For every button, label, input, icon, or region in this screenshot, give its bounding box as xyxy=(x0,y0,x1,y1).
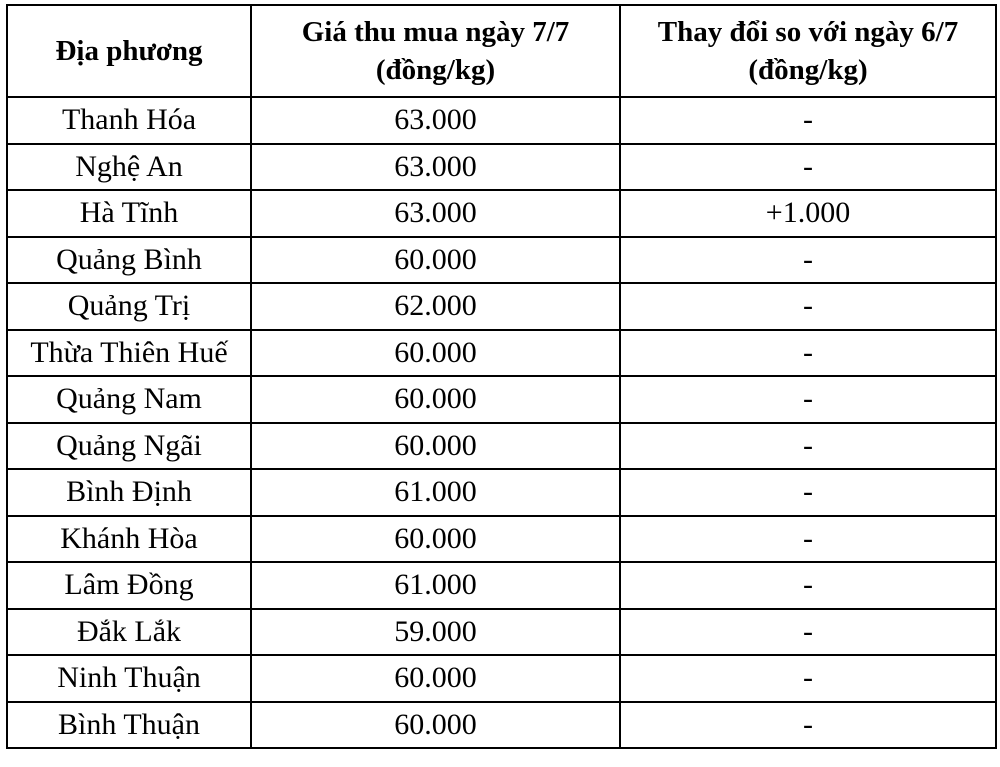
change-cell: - xyxy=(620,702,996,749)
locality-cell: Quảng Ngãi xyxy=(7,423,251,470)
change-cell: - xyxy=(620,516,996,563)
price-cell: 60.000 xyxy=(251,423,620,470)
table-row xyxy=(7,237,996,284)
table-row xyxy=(7,702,996,749)
header-price xyxy=(251,5,620,97)
locality-cell: Thừa Thiên Huế xyxy=(7,330,251,377)
locality-cell: Khánh Hòa xyxy=(7,516,251,563)
header-price-unit: (đồng/kg) xyxy=(375,54,496,86)
header-price-label: Giá thu mua ngày 7/7 xyxy=(301,16,570,48)
change-cell: - xyxy=(620,562,996,609)
price-cell: 61.000 xyxy=(251,562,620,609)
table-row xyxy=(7,562,996,609)
change-cell: - xyxy=(620,609,996,656)
change-cell: +1.000 xyxy=(620,190,996,237)
price-cell: 63.000 xyxy=(251,190,620,237)
change-cell: - xyxy=(620,144,996,191)
price-cell: 62.000 xyxy=(251,283,620,330)
price-cell: 60.000 xyxy=(251,655,620,702)
price-cell: 60.000 xyxy=(251,516,620,563)
header-change xyxy=(620,5,996,97)
price-cell: 60.000 xyxy=(251,376,620,423)
price-cell: 63.000 xyxy=(251,97,620,144)
table-row xyxy=(7,283,996,330)
price-cell: 63.000 xyxy=(251,144,620,191)
change-cell: - xyxy=(620,237,996,284)
table-row xyxy=(7,97,996,144)
header-change-label: Thay đổi so với ngày 6/7 xyxy=(657,16,959,48)
change-cell: - xyxy=(620,97,996,144)
table-row xyxy=(7,655,996,702)
table-row xyxy=(7,376,996,423)
price-cell: 60.000 xyxy=(251,702,620,749)
header-change-unit: (đồng/kg) xyxy=(748,54,868,86)
table-row xyxy=(7,330,996,377)
locality-cell: Lâm Đồng xyxy=(7,562,251,609)
locality-cell: Bình Thuận xyxy=(7,702,251,749)
price-cell: 59.000 xyxy=(251,609,620,656)
change-cell: - xyxy=(620,376,996,423)
locality-cell: Quảng Trị xyxy=(7,283,251,330)
locality-cell: Hà Tĩnh xyxy=(7,190,251,237)
table-row xyxy=(7,190,996,237)
table-row xyxy=(7,469,996,516)
locality-cell: Ninh Thuận xyxy=(7,655,251,702)
price-table-container xyxy=(6,4,995,749)
table-row xyxy=(7,609,996,656)
locality-cell: Quảng Nam xyxy=(7,376,251,423)
price-table xyxy=(6,4,997,749)
change-cell: - xyxy=(620,655,996,702)
change-cell: - xyxy=(620,469,996,516)
table-row xyxy=(7,516,996,563)
locality-cell: Quảng Bình xyxy=(7,237,251,284)
locality-cell: Đắk Lắk xyxy=(7,609,251,656)
table-row xyxy=(7,423,996,470)
change-cell: - xyxy=(620,423,996,470)
locality-cell: Thanh Hóa xyxy=(7,97,251,144)
price-cell: 60.000 xyxy=(251,330,620,377)
locality-cell: Bình Định xyxy=(7,469,251,516)
header-locality-label: Địa phương xyxy=(55,35,203,67)
header-locality xyxy=(7,5,251,97)
change-cell: - xyxy=(620,283,996,330)
locality-cell: Nghệ An xyxy=(7,144,251,191)
price-cell: 61.000 xyxy=(251,469,620,516)
price-cell: 60.000 xyxy=(251,237,620,284)
table-body xyxy=(7,97,996,748)
table-row xyxy=(7,144,996,191)
header-row xyxy=(7,5,996,97)
change-cell: - xyxy=(620,330,996,377)
